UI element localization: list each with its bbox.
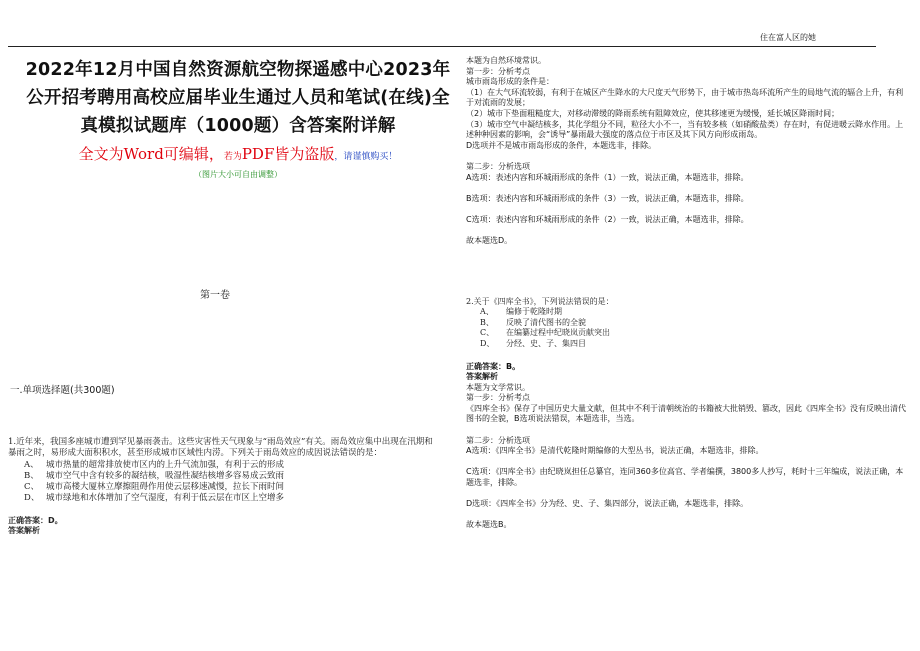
question-1 bbox=[8, 437, 434, 537]
q2-line: A选项：《四库全书》是清代乾隆时期编修的大型丛书，说法正确，本题选非，排除。 bbox=[466, 446, 764, 456]
q2-line: 第一步：分析考点 bbox=[466, 393, 530, 403]
q2-line: C选项：《四库全书》由纪晓岚担任总纂官，连同360多位高官、学者编撰，3800多人抄写，耗时十三年编成，说法正确，本题选非，排除。 bbox=[466, 467, 904, 487]
q1-option-c: C、 城市高楼大厦林立摩擦阻碍作用使云层移速减慢，拉长下雨时间 bbox=[24, 482, 285, 493]
q1-option-b: B、 城市空气中含有较多的凝结核，吸湿性凝结核增多容易成云致雨 bbox=[24, 470, 285, 481]
question-1-stem: 1.近年来，我国多座城市遭到罕见暴雨袭击。这些灾害性天气现象与“雨岛效应”有关。雨岛效应集中出现在汛期和暴雨之时，易形成大面积积水，甚至形成城市区域性内涝。下列关于雨岛效应的成因说法错误的是： bbox=[8, 437, 433, 459]
q1-cont-line: 第二步：分析选项 bbox=[466, 161, 530, 171]
notice-if: 若为 bbox=[223, 152, 242, 162]
q1-analysis-label: 答案解析 bbox=[8, 526, 40, 536]
q2-option-c: C、 在编纂过程中纪晓岚贡献突出 bbox=[480, 328, 610, 338]
q1-cont-line: （2）城市下垫面粗糙度大，对移动滞缓的降雨系统有阻障效应，使其移速更为缓慢，延长城区降雨时间； bbox=[466, 108, 840, 118]
copyright-notice bbox=[20, 144, 456, 167]
header-rule bbox=[8, 46, 876, 47]
q1-cont-line: C选项：表述内容和环城雨形成的条件（2）一致，说法正确，本题选非，排除。 bbox=[466, 214, 749, 224]
q2-analysis-label: 答案解析 bbox=[466, 372, 498, 382]
volume-heading: 第一卷 bbox=[200, 290, 230, 301]
notice-word-editable: 全文为Word可编辑， bbox=[78, 145, 224, 163]
q1-option-a: A、 城市热量的超常排放使市区内的上升气流加强，有利于云的形成 bbox=[24, 459, 285, 470]
q1-cont-line: 故本题选D。 bbox=[466, 236, 513, 246]
q2-line: 本题为文学常识。 bbox=[466, 382, 530, 392]
image-size-note: （图片大小可自由调整） bbox=[194, 170, 282, 179]
q2-line: 第二步：分析选项 bbox=[466, 435, 530, 445]
q1-option-d: D、 城市绿地和水体增加了空气湿度，有利于低云层在市区上空增多 bbox=[24, 493, 285, 504]
notice-pdf-pirated: PDF皆为盗版 bbox=[241, 145, 335, 163]
q2-line: 故本题选B。 bbox=[466, 520, 512, 530]
header-right-text: 住在富人区的她 bbox=[760, 33, 816, 42]
right-column bbox=[466, 56, 906, 531]
question-2-stem: 2.关于《四库全书》，下列说法错误的是： bbox=[466, 296, 614, 306]
q2-line: D选项：《四库全书》分为经、史、子、集四部分，说法正确，本题选非，排除。 bbox=[466, 499, 749, 509]
section-heading: 一.单项选择题(共300题) bbox=[10, 385, 115, 396]
q1-answer: 正确答案：D。 bbox=[8, 515, 63, 525]
q2-line: 《四库全书》保存了中国历史大量文献，但其中不利于清朝统治的书籍被大批销毁、篡改，因此《四库全书》没有反映出清代图书的全貌，B选项说法错误，本题选非，当选。 bbox=[466, 403, 906, 424]
q1-cont-line: 本题为自然环境常识。 bbox=[466, 56, 546, 65]
q1-cont-line: （1）在大气环流较弱，有利于在城区产生降水的大尺度天气形势下，由于城市热岛环流所产生的局地气流的辐合上升，有利于对流雨的发展； bbox=[466, 87, 904, 108]
document-title: 2022年12月中国自然资源航空物探遥感中心2023年公开招考聘用高校应届毕业生通过人员和笔试(在线)全真模拟试题库（1000题）含答案附详解 bbox=[25, 60, 451, 136]
q2-answer: 正确答案：B。 bbox=[466, 361, 521, 371]
q1-cont-line: 第一步：分析考点 bbox=[466, 66, 530, 76]
question-2 bbox=[466, 297, 906, 350]
q1-cont-line: 城市雨岛形成的条件是： bbox=[466, 77, 554, 87]
q1-cont-line: （3）城市空气中凝结核多，其化学组分不同，粒径大小不一，当有较多核（如硝酸盐类）存在时，有促进暖云降水作用。上述种种因素的影响，会“诱导”暴雨最大强度的落点位于市区及其下风方向形成雨岛。 bbox=[466, 119, 904, 140]
q2-option-b: B、 反映了清代图书的全貌 bbox=[480, 317, 586, 327]
q1-cont-line: D选项并不是城市雨岛形成的条件，本题选非，排除。 bbox=[466, 140, 657, 150]
q2-option-a: A、 编修于乾隆时期 bbox=[480, 307, 562, 317]
left-column bbox=[20, 56, 456, 180]
q2-option-d: D、 分经、史、子、集四目 bbox=[480, 339, 586, 349]
q1-cont-line: B选项：表述内容和环城雨形成的条件（3）一致，说法正确，本题选非，排除。 bbox=[466, 193, 749, 203]
notice-buy-carefully: ，请谨慎购买！ bbox=[334, 152, 398, 162]
q1-cont-line: A选项：表述内容和环城雨形成的条件（1）一致，说法正确，本题选非，排除。 bbox=[466, 172, 749, 182]
